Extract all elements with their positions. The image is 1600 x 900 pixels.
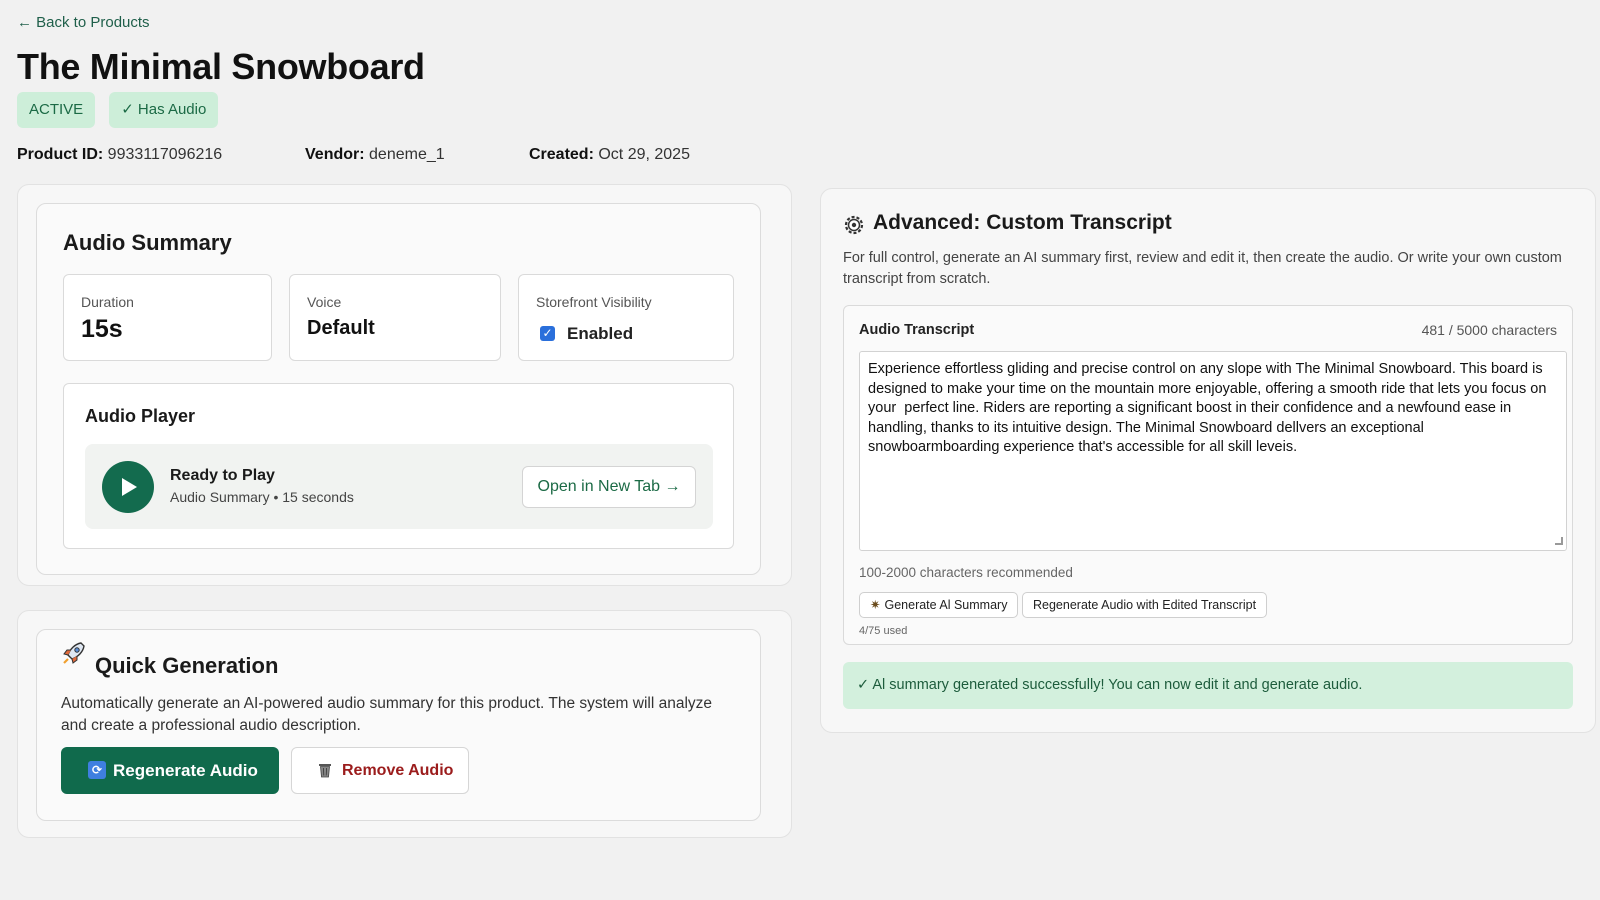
duration-stat <box>63 274 272 361</box>
success-banner: ✓ Al summary generated successfully! You can now edit it and generate audio. <box>843 662 1573 709</box>
product-id: Product ID: 9933117096216 <box>17 146 223 163</box>
visibility-checkbox[interactable]: ✓ <box>540 326 555 341</box>
status-badge-active: ACTIVE <box>17 92 95 128</box>
regenerate-audio-button[interactable] <box>61 747 279 794</box>
rocket-icon <box>61 640 87 666</box>
regenerate-audio-label: Regenerate Audio <box>113 761 258 780</box>
audio-player-card <box>63 383 734 549</box>
sparkle-icon: ✷ <box>870 598 881 612</box>
player-status: Ready to Play <box>170 467 275 484</box>
status-badges <box>17 92 218 128</box>
usage-count: 4/75 used <box>859 625 908 637</box>
product-vendor: Vendor: deneme_1 <box>305 146 445 163</box>
audio-summary-card <box>36 203 761 575</box>
gear-icon <box>843 214 865 236</box>
trash-icon <box>318 762 332 778</box>
status-badge-has-audio: ✓ Has Audio <box>109 92 218 128</box>
transcript-hint: 100-2000 characters recommended <box>859 565 1073 580</box>
quick-generation-description: Automatically generate an AI-powered audio summary for this product. The system will analyze and create a professional audio description. <box>61 695 713 734</box>
duration-label: Duration <box>81 294 134 310</box>
open-in-new-tab-button[interactable]: Open in New Tab → <box>522 466 696 508</box>
play-button[interactable] <box>102 461 154 513</box>
audio-player-title: Audio Player <box>85 406 196 426</box>
audio-player-row <box>85 444 713 529</box>
regenerate-edited-transcript-button[interactable]: Regenerate Audio with Edited Transcript <box>1022 592 1267 618</box>
character-count: 481 / 5000 characters <box>1421 322 1557 338</box>
audio-summary-title: Audio Summary <box>63 230 232 255</box>
visibility-value: Enabled <box>567 324 634 343</box>
transcript-textarea[interactable] <box>859 351 1567 551</box>
voice-stat <box>289 274 501 361</box>
audio-summary-panel <box>17 184 792 586</box>
storefront-visibility-label: Storefront Visibility <box>536 294 652 310</box>
quick-generation-title: Quick Generation <box>95 653 279 678</box>
remove-audio-label: Remove Audio <box>342 762 454 779</box>
duration-value: 15s <box>81 315 123 343</box>
player-subtitle: Audio Summary • 15 seconds <box>170 489 354 505</box>
generate-ai-summary-button[interactable]: ✷ Generate Al Summary <box>859 592 1018 618</box>
refresh-icon: ⟳ <box>88 761 106 779</box>
voice-value: Default <box>307 317 375 339</box>
product-created: Created: Oct 29, 2025 <box>529 146 690 163</box>
transcript-card <box>843 305 1573 645</box>
advanced-transcript-title: Advanced: Custom Transcript <box>873 211 1172 234</box>
back-to-products-link[interactable]: ← Back to Products <box>17 14 150 31</box>
textarea-resize-handle[interactable] <box>1555 537 1563 545</box>
voice-label: Voice <box>307 294 342 310</box>
remove-audio-button[interactable] <box>291 747 469 794</box>
page-title: The Minimal Snowboard <box>17 46 425 87</box>
advanced-transcript-description: For full control, generate an AI summary first, review and edit it, then create the audio. Or write your own custom transcript from scratch. <box>843 250 1562 287</box>
transcript-label: Audio Transcript <box>859 322 975 338</box>
storefront-visibility-stat <box>518 274 734 361</box>
